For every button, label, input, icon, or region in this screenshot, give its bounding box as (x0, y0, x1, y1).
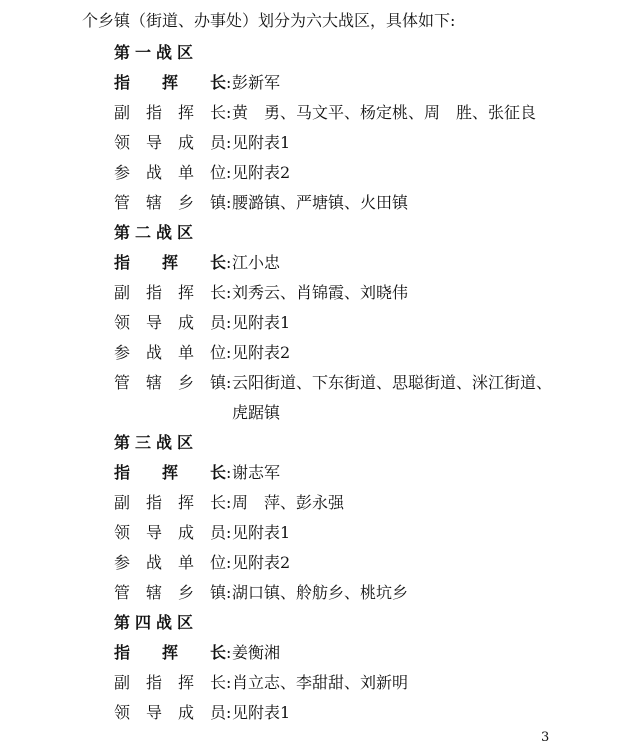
towns-value: 云阳街道、下东街道、思聪街道、洣江街道、 (232, 373, 553, 392)
towns-value: 湖口镇、舲舫乡、桃坑乡 (232, 583, 409, 602)
commander-name: 姜衡湘 (232, 643, 281, 662)
zone-1-towns-row (114, 193, 408, 213)
colon: : (226, 373, 232, 392)
zone-4-deputy-row (114, 673, 408, 693)
deputy-label: 副指挥长 (114, 493, 226, 512)
zone-2-towns-row (114, 373, 552, 393)
commander-label: 指挥长 (114, 253, 226, 272)
zone-3-title: 第三战区 (114, 433, 199, 452)
zone-3-deputy-row (114, 493, 344, 513)
commander-label: 指挥长 (114, 463, 226, 482)
deputy-names: 刘秀云、肖锦霞、刘晓伟 (232, 283, 409, 302)
page-number: 3 (541, 730, 550, 745)
intro-paragraph: 个乡镇（街道、办事处）划分为六大战区，具体如下: (82, 11, 456, 30)
zone-1-units-row (114, 163, 290, 183)
colon: : (226, 463, 232, 482)
deputy-label: 副指挥长 (114, 673, 226, 692)
zone-3-units-row (114, 553, 290, 573)
commander-name: 谢志军 (232, 463, 281, 482)
zone-2-towns-continuation: 虎踞镇 (232, 403, 281, 422)
colon: : (226, 343, 232, 362)
leaders-label: 领导成员 (114, 313, 226, 332)
leaders-value: 见附表1 (232, 703, 291, 722)
deputy-names: 周 萍、彭永强 (232, 493, 345, 512)
commander-label: 指挥长 (114, 643, 226, 662)
zone-4-title: 第四战区 (114, 613, 199, 632)
colon: : (226, 133, 232, 152)
towns-value: 腰潞镇、严塘镇、火田镇 (232, 193, 409, 212)
zone-2-title: 第二战区 (114, 223, 199, 242)
zone-2-leaders-row (114, 313, 290, 333)
zone-3-towns-row (114, 583, 408, 603)
zone-2-units-row (114, 343, 290, 363)
colon: : (226, 283, 232, 302)
colon: : (226, 643, 232, 662)
units-value: 见附表2 (232, 163, 291, 182)
colon: : (226, 253, 232, 272)
deputy-label: 副指挥长 (114, 103, 226, 122)
colon: : (226, 163, 232, 182)
units-label: 参战单位 (114, 343, 226, 362)
deputy-names: 黄 勇、马文平、杨定桃、周 胜、张征良 (232, 103, 537, 122)
zone-2-deputy-row (114, 283, 408, 303)
zone-4-leaders-row (114, 703, 290, 723)
zone-2-commander-row (114, 253, 280, 273)
zone-1-title: 第一战区 (114, 43, 199, 62)
commander-label: 指挥长 (114, 73, 226, 92)
colon: : (226, 703, 232, 722)
towns-label: 管辖乡镇 (114, 583, 226, 602)
colon: : (226, 673, 232, 692)
units-value: 见附表2 (232, 343, 291, 362)
zone-3-commander-row (114, 463, 280, 483)
leaders-value: 见附表1 (232, 523, 291, 542)
colon: : (226, 553, 232, 572)
towns-label: 管辖乡镇 (114, 193, 226, 212)
leaders-value: 见附表1 (232, 133, 291, 152)
zone-1-deputy-row (114, 103, 536, 123)
units-value: 见附表2 (232, 553, 291, 572)
leaders-label: 领导成员 (114, 703, 226, 722)
zone-3-leaders-row (114, 523, 290, 543)
colon: : (226, 73, 232, 92)
colon: : (226, 583, 232, 602)
colon: : (226, 193, 232, 212)
colon: : (226, 493, 232, 512)
colon: : (226, 103, 232, 122)
commander-name: 彭新军 (232, 73, 281, 92)
leaders-label: 领导成员 (114, 133, 226, 152)
deputy-label: 副指挥长 (114, 283, 226, 302)
units-label: 参战单位 (114, 163, 226, 182)
zone-4-commander-row (114, 643, 280, 663)
leaders-value: 见附表1 (232, 313, 291, 332)
units-label: 参战单位 (114, 553, 226, 572)
zone-1-leaders-row (114, 133, 290, 153)
towns-label: 管辖乡镇 (114, 373, 226, 392)
leaders-label: 领导成员 (114, 523, 226, 542)
commander-name: 江小忠 (232, 253, 281, 272)
colon: : (226, 313, 232, 332)
zone-1-commander-row (114, 73, 280, 93)
deputy-names: 肖立志、李甜甜、刘新明 (232, 673, 409, 692)
colon: : (226, 523, 232, 542)
